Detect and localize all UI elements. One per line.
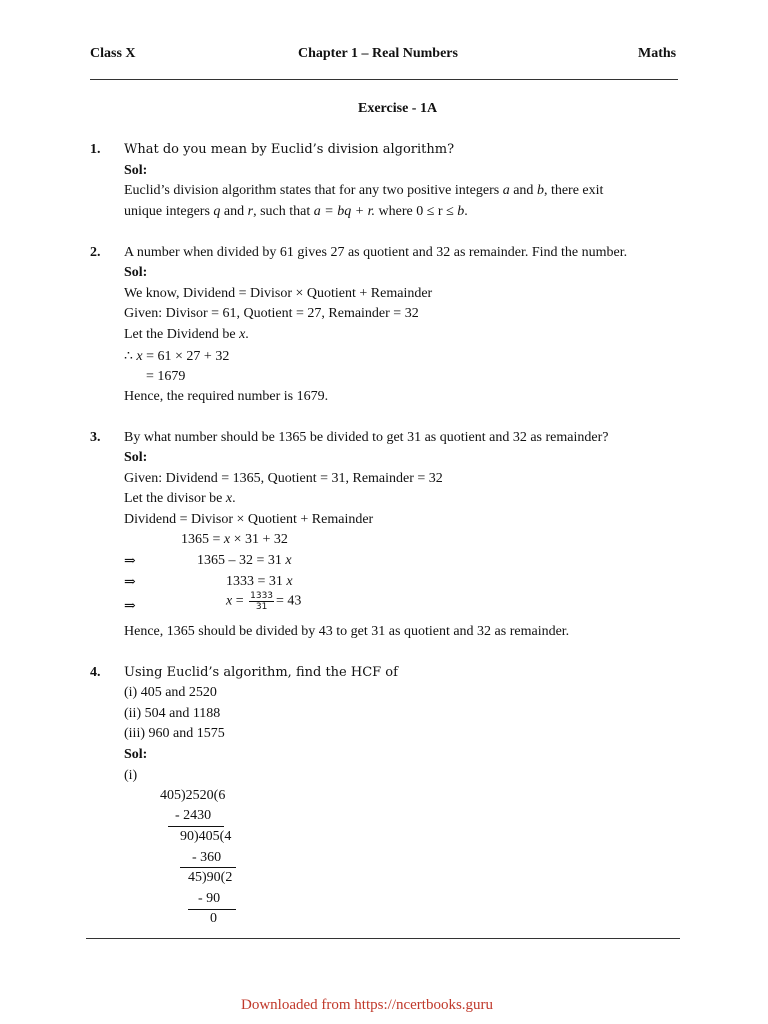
division-step-2: - 2430 xyxy=(175,808,212,823)
q3-question: By what number should be 1365 be divided to get 31 as quotient and 32 as remainder? xyxy=(124,430,609,445)
q4-question: Using Euclid’s algorithm, find the HCF of xyxy=(124,665,398,680)
q4-number: 4. xyxy=(90,665,101,680)
q3-step1: 1365 = x × 31 + 32 xyxy=(181,532,288,547)
q4-part-i: (i) 405 and 2520 xyxy=(124,685,217,700)
division-line-2 xyxy=(180,867,236,868)
q1-number: 1. xyxy=(90,142,101,157)
header-subject: Maths xyxy=(638,46,677,61)
q2-number: 2. xyxy=(90,245,101,260)
q1-answer-line2: unique integers q and r, such that a = bq + r. where 0 ≤ r ≤ b. xyxy=(124,204,468,219)
division-step-6: - 90 xyxy=(198,891,221,906)
q2-conclusion: Hence, the required number is 1679. xyxy=(124,389,329,404)
q4-part-ii: (ii) 504 and 1188 xyxy=(124,706,221,721)
header-class: Class X xyxy=(90,46,136,61)
division-step-3: 90)405(4 xyxy=(180,829,232,844)
q2-formula: We know, Dividend = Divisor × Quotient + Remainder xyxy=(124,286,433,301)
q3-arrow2: ⇒ xyxy=(124,575,136,590)
q3-fraction: $\frac{1333}{31}$ xyxy=(250,591,274,612)
division-step-5: 45)90(2 xyxy=(188,870,233,885)
q4-part-iii: (iii) 960 and 1575 xyxy=(124,726,225,741)
q2-given: Given: Divisor = 61, Quotient = 27, Remainder = 32 xyxy=(124,306,419,321)
q3-step4: x = $\frac{1333}{31}$ = 43 xyxy=(226,591,302,612)
q3-let: Let the divisor be x. xyxy=(124,491,236,506)
q2-step1: ∴ x = 61 × 27 + 32 xyxy=(124,349,230,364)
q4-sol-part-label: (i) xyxy=(124,768,138,783)
q1-sol: Sol: xyxy=(124,163,148,178)
q3-step3: 1333 = 31 x xyxy=(226,574,293,589)
header-chapter: Chapter 1 – Real Numbers xyxy=(298,46,458,61)
q1-answer-line1: Euclid’s division algorithm states that for any two positive integers a and b, there exit xyxy=(124,183,604,198)
q3-given: Given: Dividend = 1365, Quotient = 31, Remainder = 32 xyxy=(124,471,443,486)
division-line-3 xyxy=(188,909,236,910)
division-step-4: - 360 xyxy=(192,850,222,865)
q2-step2: = 1679 xyxy=(146,369,186,384)
q4-sol: Sol: xyxy=(124,747,148,762)
q3-number: 3. xyxy=(90,430,101,445)
footer-rule xyxy=(86,938,680,939)
exercise-title: Exercise - 1A xyxy=(358,101,438,116)
q2-sol: Sol: xyxy=(124,265,148,280)
q3-arrow1: ⇒ xyxy=(124,554,136,569)
division-step-7: 0 xyxy=(210,911,217,926)
division-line-1 xyxy=(168,826,224,827)
q2-let: Let the Dividend be x. xyxy=(124,327,249,342)
q3-arrow3: ⇒ xyxy=(124,599,136,614)
q3-formula: Dividend = Divisor × Quotient + Remainder xyxy=(124,512,374,527)
footer-download-link[interactable]: Downloaded from https://ncertbooks.guru xyxy=(241,997,494,1013)
division-step-1: 405)2520(6 xyxy=(160,788,226,803)
q1-question: What do you mean by Euclid’s division algorithm? xyxy=(124,142,455,157)
q3-conclusion: Hence, 1365 should be divided by 43 to get 31 as quotient and 32 as remainder. xyxy=(124,624,570,639)
q3-sol: Sol: xyxy=(124,450,148,465)
q3-step2: 1365 – 32 = 31 x xyxy=(197,553,292,568)
header-rule xyxy=(90,79,678,80)
q2-question: A number when divided by 61 gives 27 as quotient and 32 as remainder. Find the number. xyxy=(124,245,628,260)
